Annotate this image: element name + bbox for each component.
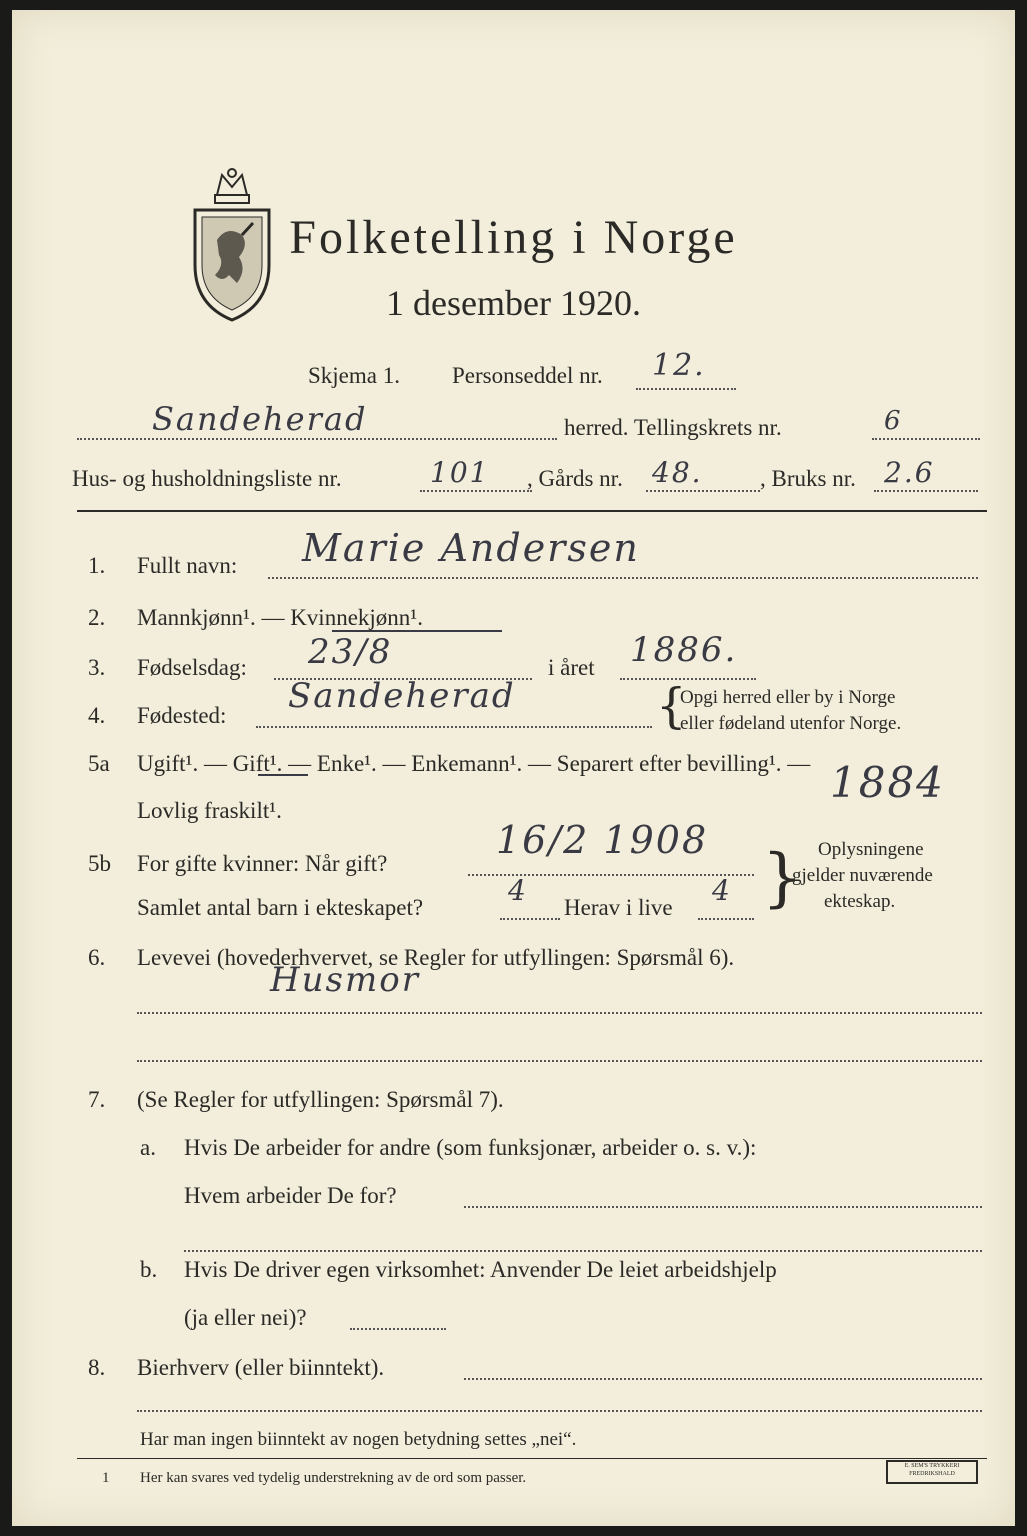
skjema-label: Skjema 1. bbox=[308, 363, 400, 388]
q3-value: 23/8 bbox=[308, 632, 393, 672]
q3-number: 3. bbox=[88, 655, 106, 680]
q5b-note-2: gjelder nuværende bbox=[792, 865, 933, 886]
tellingskrets-line bbox=[872, 438, 980, 440]
q2-label: Mannkjønn¹. — Kvinnekjønn¹. bbox=[137, 605, 423, 630]
footnote-text: Her kan svares ved tydelig understrekning av de ord som passer. bbox=[140, 1470, 527, 1486]
q6-line-1 bbox=[137, 1012, 982, 1014]
q8-number: 8. bbox=[88, 1355, 106, 1380]
q5b-label-1: For gifte kvinner: Når gift? bbox=[137, 851, 388, 876]
form-date: 1 desember 1920. bbox=[386, 283, 641, 323]
bruks-value: 2.6 bbox=[884, 456, 935, 489]
gards-value: 48. bbox=[652, 456, 703, 489]
q7a-letter: a. bbox=[140, 1135, 156, 1160]
q6-label: Levevei (hovederhvervet, se Regler for utfyllingen: Spørsmål 6). bbox=[137, 945, 735, 970]
q5a-line-2: Lovlig fraskilt¹. bbox=[137, 798, 282, 823]
q5b-label-2: Samlet antal barn i ekteskapet? bbox=[137, 895, 424, 920]
q7a-line-1: Hvis De arbeider for andre (som funksjonær, arbeider o. s. v.): bbox=[184, 1135, 757, 1160]
q1-label: Fullt navn: bbox=[137, 553, 238, 578]
gards-line bbox=[646, 490, 760, 492]
q1-number: 1. bbox=[88, 553, 106, 578]
q5b-number: 5b bbox=[88, 851, 111, 876]
q5b-value-1: 16/2 1908 bbox=[496, 818, 709, 862]
bruks-line bbox=[874, 490, 978, 492]
q4-number: 4. bbox=[88, 703, 106, 728]
q5b-line-2 bbox=[500, 918, 560, 920]
personseddel-value: 12. bbox=[652, 348, 706, 383]
herred-value: Sandeherad bbox=[152, 400, 368, 438]
q7b-letter: b. bbox=[140, 1257, 158, 1282]
q7b-answer-line bbox=[350, 1328, 446, 1330]
q7b-line-2: (ja eller nei)? bbox=[184, 1305, 307, 1330]
q7-label: (Se Regler for utfyllingen: Spørsmål 7). bbox=[137, 1087, 504, 1112]
q2-number: 2. bbox=[88, 605, 106, 630]
q6-number: 6. bbox=[88, 945, 106, 970]
q4-brace: { bbox=[656, 678, 687, 734]
q5b-value-2: 4 bbox=[508, 874, 528, 907]
q5a-margin-note: 1884 bbox=[830, 758, 945, 807]
tellingskrets-value: 6 bbox=[884, 406, 903, 436]
q1-line bbox=[268, 577, 978, 579]
hus-line bbox=[420, 490, 532, 492]
hus-value: 101 bbox=[430, 456, 490, 489]
hus-label: Hus- og husholdningsliste nr. bbox=[72, 466, 342, 491]
q5b-brace: } bbox=[762, 841, 803, 915]
q3-label: Fødselsdag: bbox=[137, 655, 247, 680]
q3-year-value: 1886. bbox=[630, 630, 738, 670]
q8-label: Bierhverv (eller biinntekt). bbox=[137, 1355, 385, 1380]
q8-answer-line-2 bbox=[137, 1410, 982, 1412]
q4-note-1: Opgi herred eller by i Norge bbox=[680, 687, 896, 708]
footer-note: Har man ingen biinntekt av nogen betydning settes „nei“. bbox=[140, 1429, 577, 1450]
q7a-answer-line-2 bbox=[184, 1250, 982, 1252]
footnote-mark: 1 bbox=[102, 1470, 110, 1486]
footer-divider bbox=[77, 1458, 987, 1459]
herred-label: herred. Tellingskrets nr. bbox=[564, 415, 782, 440]
q4-note-2: eller fødeland utenfor Norge. bbox=[680, 713, 902, 734]
q5b-line-3 bbox=[698, 918, 754, 920]
q7a-line-2: Hvem arbeider De for? bbox=[184, 1183, 397, 1208]
q5b-note-3: ekteskap. bbox=[824, 891, 896, 912]
q1-value: Marie Andersen bbox=[302, 526, 640, 570]
q4-line bbox=[256, 726, 652, 728]
q3-year-label: i året bbox=[548, 655, 595, 680]
q7-number: 7. bbox=[88, 1087, 106, 1112]
form-title: Folketelling i Norge bbox=[289, 211, 738, 264]
census-form bbox=[12, 10, 1015, 1526]
q5b-value-3: 4 bbox=[712, 874, 732, 907]
q4-value: Sandeherad bbox=[288, 676, 516, 716]
q5a-number: 5a bbox=[88, 751, 110, 776]
gards-label: , Gårds nr. bbox=[527, 466, 623, 491]
personseddel-label: Personseddel nr. bbox=[452, 363, 603, 388]
herred-line bbox=[77, 438, 557, 440]
q7b-line-1: Hvis De driver egen virksomhet: Anvender De leiet arbeidshjelp bbox=[184, 1257, 777, 1282]
q6-line-2 bbox=[137, 1060, 982, 1062]
q5b-label-3: Herav i live bbox=[564, 895, 673, 920]
printer-stamp: E. SEM'S TRYKKERI FREDRIKSHALD bbox=[886, 1460, 978, 1484]
q5a-line-1: Ugift¹. — Gift¹. — Enke¹. — Enkemann¹. — Separert efter bevilling¹. — bbox=[137, 751, 811, 776]
q5b-note-1: Oplysningene bbox=[818, 839, 924, 860]
bruks-label: , Bruks nr. bbox=[760, 466, 856, 491]
q4-label: Fødested: bbox=[137, 703, 227, 728]
q3-year-line bbox=[620, 678, 756, 680]
header-divider bbox=[77, 510, 987, 512]
q8-answer-line bbox=[464, 1378, 982, 1380]
personseddel-line bbox=[636, 388, 736, 390]
q7a-answer-line bbox=[464, 1206, 982, 1208]
q5a-underline bbox=[258, 774, 308, 776]
q6-value: Husmor bbox=[270, 960, 420, 1000]
